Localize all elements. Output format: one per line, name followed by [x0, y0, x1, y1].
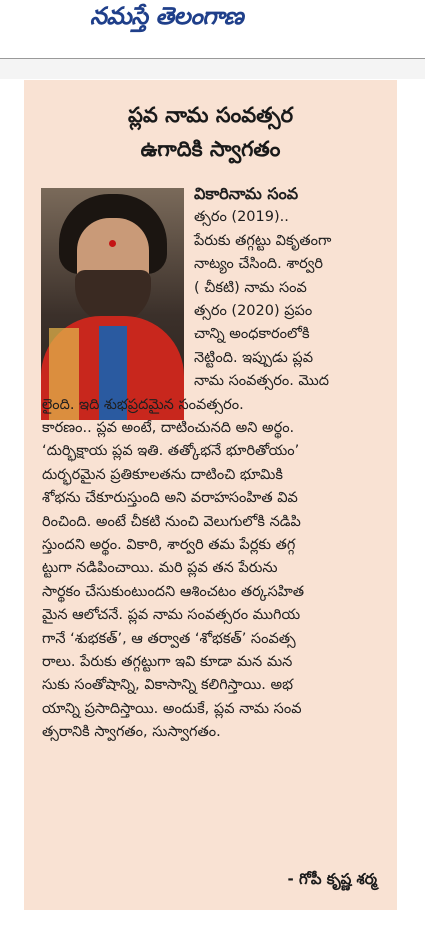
article-headline: [24, 98, 397, 166]
article-line: త్సరం (2019)..: [194, 209, 289, 226]
article-line: పేరుకు తగ్గట్టు వికృతంగా: [194, 232, 332, 249]
article-line: దుర్భరమైన ప్రతికూలతను దాటించి భూమికి: [42, 466, 283, 483]
article-line: నామ సంవత్సరం. మొద: [194, 373, 330, 390]
article-line: గానే ‘శుభకత్’, ఆ తర్వాత ‘శోభకత్’ సంవత్స: [42, 630, 296, 647]
article-line: వికారినామ సంవ: [194, 184, 299, 203]
article-line: ట్టుగా నడిపించాయి. మరి ప్లవ తన పేరును: [42, 560, 278, 577]
article-line: కారణం.. ప్లవ అంటే, దాటించునది అని అర్థం.: [42, 420, 295, 436]
article-line: త్సరానికి స్వాగతం, సుస్వాగతం.: [42, 724, 221, 741]
article-byline: - గోపీ కృష్ణ శర్మ: [287, 870, 377, 888]
article-line: లైంది. ఇది శుభప్రదమైన సంవత్సరం.: [42, 396, 244, 413]
article-line: ( చీకటి) నామ సంవ: [194, 279, 307, 296]
newspaper-logo: నమస్తే తెలంగాణ: [90, 2, 244, 30]
article-line: రించింది. అంటే చీకటి నుంచి వెలుగులోకి నడిపి: [42, 513, 301, 530]
article-line: ‘దుర్భిక్షాయ ప్లవ ఇతి. తత్కోభనే భూరితోయం’: [42, 443, 300, 460]
article-line: సుకు సంతోషాన్ని, వికాసాన్ని కలిగిస్తాయి. అభ: [42, 677, 293, 694]
article-line: స్తుందని అర్థం. వికారి, శార్వరి తమ పేర్లకు తగ్గ: [42, 537, 296, 553]
headline-line-1: ప్లవ నామ సంవత్సర: [127, 103, 294, 127]
article-line: చాన్ని అంధకారంలోకి: [194, 326, 310, 343]
page-background: [0, 59, 425, 79]
article-line: నెట్టింది. ఇప్పుడు ప్లవ: [194, 349, 314, 366]
article-line: నాట్యం చేసింది. శార్వరి: [194, 256, 324, 273]
article-line: సార్థకం చేసుకుంటుందని ఆశించటం తర్కసహిత: [42, 583, 305, 600]
article-line: మైన ఆలోచనే. ప్లవ నామ సంవత్సరం ముగియ: [42, 607, 301, 624]
article-line: యాన్ని ప్రసాదిస్తాయి. అందుకే, ప్లవ నామ సంవ: [42, 700, 302, 717]
article-line: రాలు. పేరుకు తగ్గట్టుగా ఇవి కూడా మన మన: [42, 654, 293, 670]
author-photo: [41, 188, 184, 420]
masthead: [0, 0, 425, 58]
photo-tilak: [109, 240, 116, 247]
article-panel: [24, 80, 397, 910]
article-line: శోభను చేకూరుస్తుంది అని వరాహసంహిత వివ: [42, 490, 298, 507]
article-line: త్సరం (2020) ప్రపం: [194, 303, 313, 319]
headline-line-2: ఉగాదికి స్వాగతం: [140, 137, 281, 161]
